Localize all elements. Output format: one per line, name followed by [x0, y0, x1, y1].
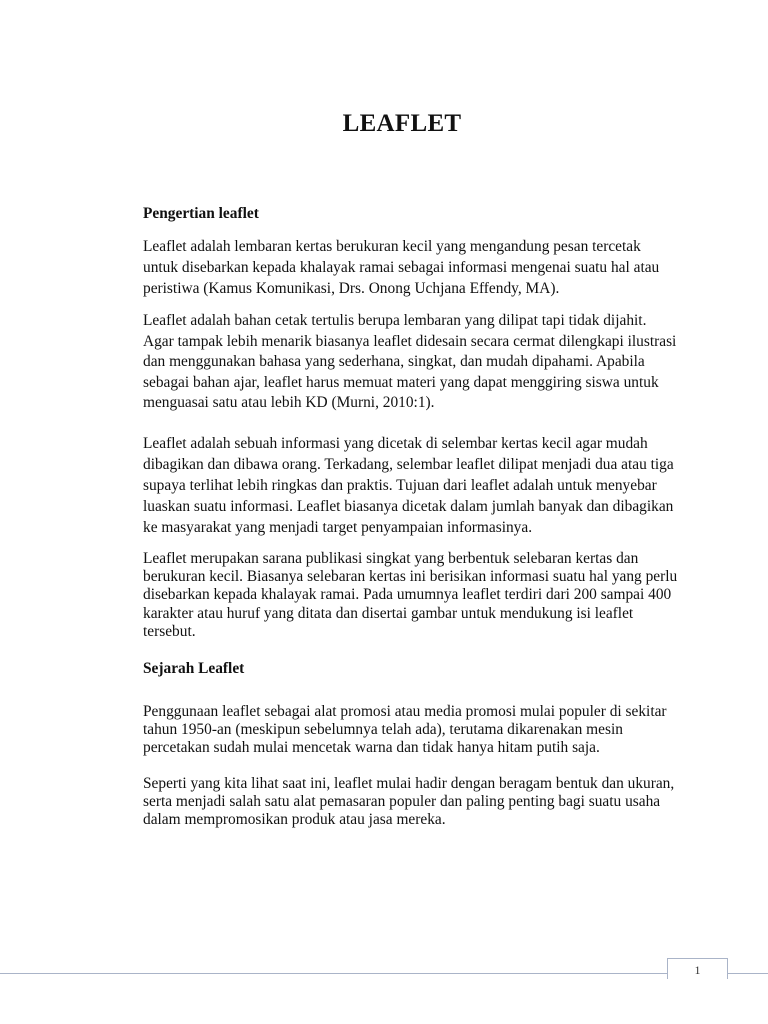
page-number-box [667, 958, 728, 979]
paragraph-2: Leaflet adalah bahan cetak tertulis berupa lembaran yang dilipat tapi tidak dijahit. Agar tampak lebih menarik biasanya leaflet didesain secara cermat dilengkapi ilustrasi dan menggunakan bahasa yang sederhana, singkat, dan mudah dipahami. Apabila sebagai bahan ajar, leaflet harus memuat materi yang dapat menggiring siswa untuk menguasai satu atau lebih KD (Murni, 2010:1). [143, 312, 677, 411]
page-number: 1 [694, 963, 701, 977]
section-heading-sejarah: Sejarah Leaflet [143, 660, 245, 677]
paragraph-3: Leaflet adalah sebuah informasi yang dicetak di selembar kertas kecil agar mudah dibagikan dan dibawa orang. Terkadang, selembar leaflet dilipat menjadi dua atau tiga supaya terlihat lebih ringkas dan praktis. Tujuan dari leaflet adalah untuk menyebar luaskan suatu informasi. Leaflet biasanya dicetak dalam jumlah banyak dan dibagikan ke masyarakat yang menjadi target penyampaian informasinya. [143, 435, 674, 536]
footer-divider [0, 973, 768, 974]
paragraph-4: Leaflet merupakan sarana publikasi singkat yang berbentuk selebaran kertas dan berukuran kecil. Biasanya selebaran kertas ini berisikan informasi suatu hal yang perlu disebarkan kepada khalayak ramai. Pada umumnya leaflet terdiri dari 200 sampai 400 karakter atau huruf yang ditata dan disertai gambar untuk mendukung isi leaflet tersebut. [143, 550, 678, 640]
document-title: LEAFLET [342, 110, 462, 137]
paragraph-6: Seperti yang kita lihat saat ini, leaflet mulai hadir dengan beragam bentuk dan ukuran, serta menjadi salah satu alat pemasaran populer dan paling penting bagi suatu usaha dalam mempromosikan produk atau jasa mereka. [143, 775, 675, 829]
paragraph-1: Leaflet adalah lembaran kertas berukuran kecil yang mengandung pesan tercetak untuk disebarkan kepada khalayak ramai sebagai informasi mengenai suatu hal atau peristiwa (Kamus Komunikasi, Drs. Onong Uchjana Effendy, MA). [143, 238, 660, 297]
section-heading-pengertian: Pengertian leaflet [143, 205, 259, 222]
paragraph-5: Penggunaan leaflet sebagai alat promosi atau media promosi mulai populer di sekitar tahun 1950-an (meskipun sebelumnya telah ada), terutama dikarenakan mesin percetakan sudah mulai mencetak warna dan tidak hanya hitam putih saja. [143, 703, 667, 757]
